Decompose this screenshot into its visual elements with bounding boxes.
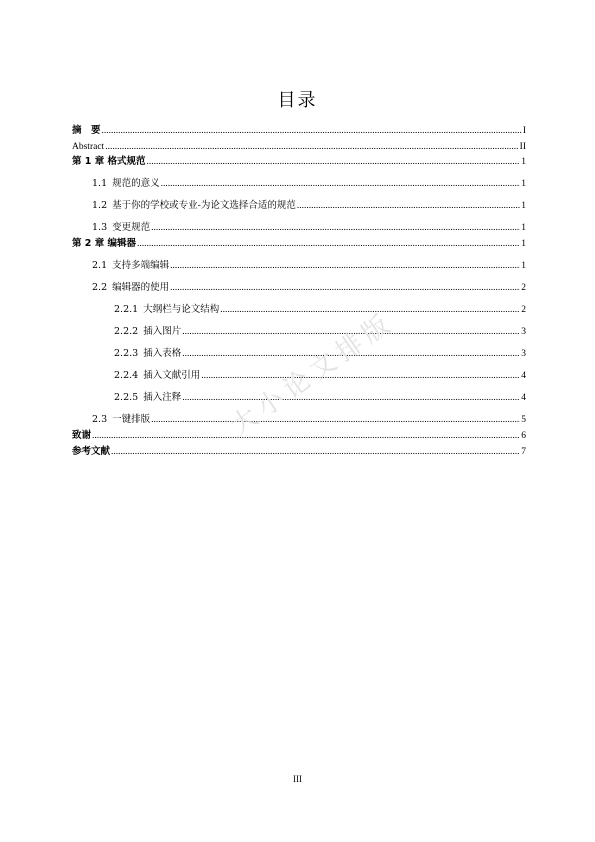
toc-entry-page: 2 (521, 283, 526, 293)
toc-entry-abstract-cn[interactable] (72, 125, 526, 137)
toc-entry-label (114, 392, 181, 404)
dot-leader (161, 178, 521, 190)
toc-entry-chapter-1[interactable] (72, 156, 526, 168)
toc-entry-label (92, 222, 150, 234)
toc-entry-text: 支持多端编辑 (112, 260, 170, 271)
dot-leader (151, 222, 520, 234)
toc-entry-label (92, 414, 150, 426)
toc-entry-label (92, 282, 169, 294)
toc-entry-page: 1 (521, 223, 526, 233)
toc-entry-page: 3 (521, 327, 526, 337)
dot-leader (201, 370, 520, 382)
toc-entry-references[interactable] (72, 446, 526, 458)
dot-leader (151, 414, 520, 426)
toc-entry-page: 4 (521, 371, 526, 381)
dot-leader (182, 392, 520, 404)
toc-entry-number: 2.2 (92, 282, 108, 293)
toc-entry-number: 1.2 (92, 200, 108, 211)
toc-entry-label: 参考文献 (72, 446, 111, 457)
toc-entry-page: II (519, 142, 526, 152)
toc-entry-2-2-1[interactable] (114, 304, 526, 316)
toc-entry-2-2-2[interactable] (114, 326, 526, 338)
toc-entry-text: 插入图片 (143, 326, 182, 337)
dot-leader (102, 125, 522, 137)
toc-entry-page: 1 (521, 261, 526, 271)
toc-entry-acknowledgements[interactable] (72, 430, 526, 442)
toc-entry-text: 编辑器的使用 (112, 282, 170, 293)
toc-entry-number: 2.2.2 (114, 326, 139, 337)
toc-entry-page: 1 (521, 239, 526, 249)
toc-entry-number: 2.1 (92, 260, 108, 271)
toc-entry-label (92, 178, 160, 190)
toc-entry-page: 4 (521, 393, 526, 403)
toc-entry-label (114, 304, 219, 316)
toc-entry-number: 2.2.5 (114, 392, 139, 403)
dot-leader (92, 430, 520, 442)
toc-entry-text: 插入表格 (143, 348, 182, 359)
toc-entry-1-3[interactable] (92, 222, 526, 234)
toc-entry-label (92, 260, 169, 272)
toc-entry-page: 3 (521, 349, 526, 359)
toc-entry-1-2[interactable] (92, 200, 526, 212)
toc-entry-label (114, 370, 200, 382)
toc-entry-2-3[interactable] (92, 414, 526, 426)
dot-leader (297, 200, 520, 212)
toc-entry-1-1[interactable] (92, 178, 526, 190)
toc-entry-2-2[interactable] (92, 282, 526, 294)
toc-entry-number: 1.1 (92, 178, 108, 189)
toc-entry-label: 摘 要 (72, 125, 101, 136)
toc-entry-label: 第 2 章 编辑器 (72, 238, 137, 249)
toc-entry-number: 2.2.3 (114, 348, 139, 359)
dot-leader (170, 260, 520, 272)
toc-entry-text: 大纲栏与论文结构 (143, 304, 220, 315)
toc-entry-text: 插入文献引用 (143, 370, 201, 381)
toc-entry-2-1[interactable] (92, 260, 526, 272)
toc-entry-label (114, 348, 181, 360)
page-number: III (293, 774, 302, 784)
toc-entry-page: 5 (521, 415, 526, 425)
toc-entry-abstract-en[interactable] (72, 141, 526, 153)
toc-entry-chapter-2[interactable] (72, 238, 526, 250)
dot-leader (147, 156, 521, 168)
toc-entry-number: 2.3 (92, 414, 108, 425)
toc-entry-page: 7 (521, 447, 526, 457)
toc-entry-page: 2 (521, 305, 526, 315)
toc-title: 目录 (277, 90, 318, 111)
toc-entry-label: Abstract (72, 142, 105, 152)
toc-entry-page: 1 (521, 201, 526, 211)
toc-entry-text: 基于你的学校或专业-为论文选择合适的规范 (112, 200, 296, 211)
dot-leader (111, 446, 520, 458)
watermark: 大小论文排版 (225, 306, 400, 442)
toc-entry-label (92, 200, 296, 212)
toc-entry-label (114, 326, 181, 338)
toc-entry-label: 致谢 (72, 430, 92, 441)
toc-entry-page: 6 (521, 431, 526, 441)
toc-entry-number: 2.2.1 (114, 304, 139, 315)
toc-entry-label: 第 1 章 格式规范 (72, 156, 146, 167)
dot-leader (170, 282, 520, 294)
toc-entry-page: I (522, 126, 526, 136)
dot-leader (105, 141, 518, 153)
toc-entry-text: 一键排版 (112, 414, 151, 425)
dot-leader (137, 238, 520, 250)
toc-entry-text: 插入注释 (143, 392, 182, 403)
toc-entry-2-2-5[interactable] (114, 392, 526, 404)
toc-entry-number: 2.2.4 (114, 370, 139, 381)
toc-entry-page: 1 (521, 179, 526, 189)
toc-entry-text: 变更规范 (112, 222, 151, 233)
toc-entry-text: 规范的意义 (112, 178, 160, 189)
toc-entry-number: 1.3 (92, 222, 108, 233)
toc-entry-page: 1 (521, 157, 526, 167)
